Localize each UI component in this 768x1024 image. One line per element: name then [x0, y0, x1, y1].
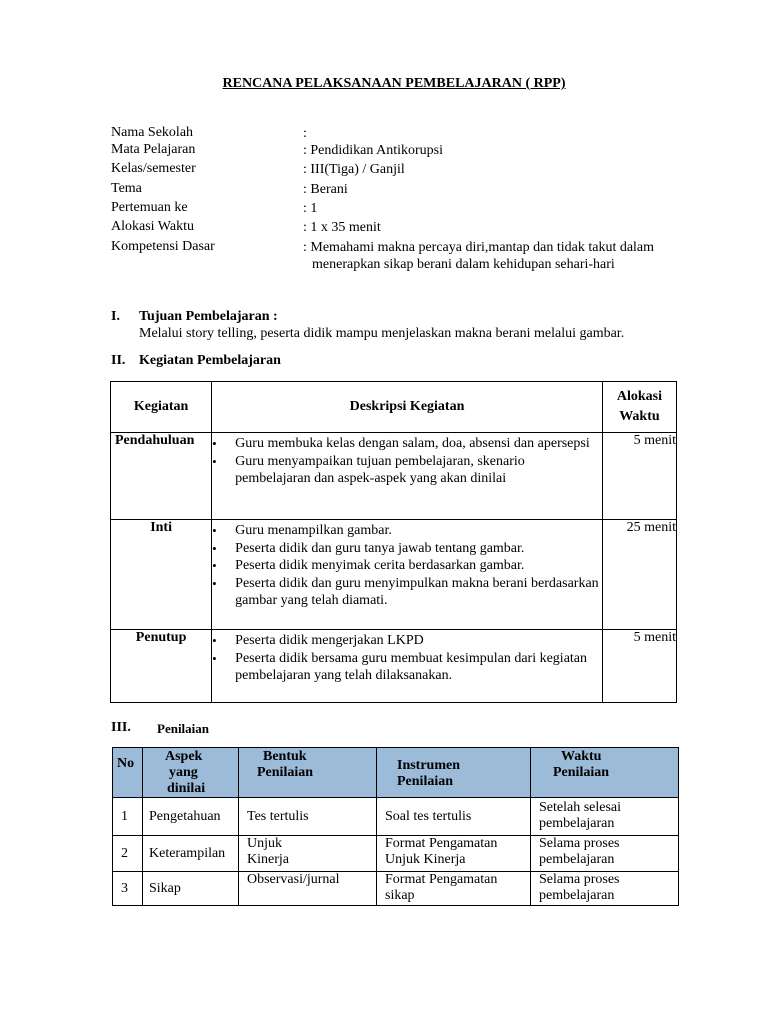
header-aspek-line: dinilai: [167, 781, 206, 796]
table-row: [113, 798, 679, 836]
header-kegiatan: Kegiatan: [111, 382, 212, 433]
cell-line: pembelajaran: [539, 816, 615, 831]
cell-line: Observasi/jurnal: [247, 872, 340, 887]
cell-aspek: Sikap: [143, 872, 239, 906]
info-value-kelas: : III(Tiga) / Ganjil: [303, 162, 405, 177]
cell-bentuk: [239, 836, 377, 872]
info-label-kelas: Kelas/semester: [111, 161, 196, 176]
info-value-kd: : Memahami makna percaya diri,mantap dan tidak takut dalam: [303, 240, 655, 255]
section2-number: II.: [111, 353, 126, 368]
header-aspek: [143, 748, 239, 798]
cell-line: Format Pengamatan: [385, 872, 498, 887]
section2-title: Kegiatan Pembelajaran: [139, 353, 281, 368]
kegiatan-desc: [212, 630, 603, 703]
info-label-sekolah: Nama Sekolah: [111, 125, 194, 140]
cell-waktu: [531, 872, 679, 906]
table-row: [111, 630, 677, 703]
info-value-kd-line2: menerapkan sikap berani dalam kehidupan sehari-hari: [312, 257, 615, 272]
cell-bentuk: [239, 798, 377, 836]
info-label-pertemuan: Pertemuan ke: [111, 200, 188, 215]
list-item: • Peserta didik bersama guru membuat kesimpulan dari kegiatan pembelajaran yang telah dilaksanakan.: [235, 650, 602, 685]
kegiatan-name: Pendahuluan: [111, 433, 212, 520]
kegiatan-header-row: [111, 382, 677, 433]
cell-line: Selama proses: [539, 872, 620, 887]
list-item: • Guru menyampaikan tujuan pembelajaran, skenario pembelajaran dan aspek-aspek yang akan dinilai: [235, 453, 602, 488]
header-waktu-penilaian: [531, 748, 679, 798]
list-item: • Peserta didik mengerjakan LKPD: [235, 632, 602, 650]
header-bentuk: [239, 748, 377, 798]
section3-title: Penilaian: [157, 721, 210, 736]
header-instrumen: [377, 748, 531, 798]
cell-aspek: Pengetahuan: [143, 798, 239, 836]
cell-waktu: [531, 836, 679, 872]
header-waktu-line: Penilaian: [553, 765, 610, 780]
section1-number: I.: [111, 309, 120, 324]
info-value-sekolah: :: [303, 126, 307, 141]
info-label-tema: Tema: [111, 181, 142, 196]
cell-line: pembelajaran: [539, 852, 615, 867]
cell-line: Format Pengamatan: [385, 836, 498, 851]
header-bentuk-line: Bentuk: [263, 749, 307, 764]
info-label-mapel: Mata Pelajaran: [111, 142, 196, 157]
table-row: [111, 520, 677, 630]
cell-line: Unjuk Kinerja: [385, 852, 466, 867]
info-value-pertemuan: : 1: [303, 201, 318, 216]
section1-text: Melalui story telling, peserta didik mampu menjelaskan makna berani melalui gambar.: [139, 326, 625, 341]
info-value-tema: : Berani: [303, 182, 348, 197]
list-item: • Peserta didik menyimak cerita berdasarkan gambar.: [235, 557, 602, 575]
info-value-mapel: : Pendidikan Antikorupsi: [303, 143, 443, 158]
section3-number: III.: [111, 720, 131, 735]
cell-instrumen: [377, 798, 531, 836]
info-label-alokasi: Alokasi Waktu: [111, 219, 194, 234]
cell-aspek: Keterampilan: [143, 836, 239, 872]
kegiatan-desc: [212, 433, 603, 520]
list-item: • Guru menampilkan gambar.: [235, 522, 602, 540]
header-no: No: [113, 748, 143, 798]
cell-line: Unjuk: [247, 836, 282, 851]
cell-instrumen: [377, 836, 531, 872]
section1-title: Tujuan Pembelajaran :: [139, 309, 278, 324]
cell-no: 3: [113, 872, 143, 906]
cell-line: Soal tes tertulis: [385, 808, 472, 824]
header-aspek-line: yang: [169, 765, 198, 780]
table-row: [113, 872, 679, 906]
info-label-kd: Kompetensi Dasar: [111, 239, 215, 254]
cell-line: sikap: [385, 888, 415, 903]
list-item: • Peserta didik dan guru menyimpulkan makna berani berdasarkan gambar yang telah diamati.: [235, 575, 602, 610]
header-waktu: Waktu: [619, 409, 660, 424]
list-item: • Peserta didik dan guru tanya jawab tentang gambar.: [235, 540, 602, 558]
cell-line: Kinerja: [247, 852, 289, 867]
cell-line: Tes tertulis: [247, 808, 309, 824]
header-deskripsi: Deskripsi Kegiatan: [212, 382, 603, 433]
penilaian-header-row: [113, 748, 679, 798]
kegiatan-time: 25 menit: [602, 520, 676, 630]
cell-no: 1: [113, 798, 143, 836]
header-instrumen-line: Instrumen: [397, 758, 461, 773]
kegiatan-table: [110, 381, 677, 703]
cell-waktu: [531, 798, 679, 836]
cell-line: Setelah selesai: [539, 800, 622, 815]
kegiatan-desc: [212, 520, 603, 630]
list-item: • Guru membuka kelas dengan salam, doa, absensi dan apersepsi: [235, 435, 602, 453]
header-waktu-line: Waktu: [561, 749, 602, 764]
cell-no: 2: [113, 836, 143, 872]
header-bentuk-line: Penilaian: [257, 765, 314, 780]
cell-line: Selama proses: [539, 836, 620, 851]
info-value-alokasi: : 1 x 35 menit: [303, 220, 381, 235]
kegiatan-name: Inti: [111, 520, 212, 630]
cell-instrumen: [377, 872, 531, 906]
table-row: [113, 836, 679, 872]
penilaian-table: [112, 747, 679, 906]
header-alokasi: Alokasi: [616, 389, 662, 404]
cell-bentuk: [239, 872, 377, 906]
table-row: [111, 433, 677, 520]
kegiatan-name: Penutup: [111, 630, 212, 703]
header-alokasi-waktu: [602, 382, 676, 433]
document-title: RENCANA PELAKSANAAN PEMBELAJARAN ( RPP): [222, 76, 566, 91]
header-aspek-line: Aspek: [165, 749, 203, 764]
kegiatan-time: 5 menit: [602, 433, 676, 520]
kegiatan-time: 5 menit: [602, 630, 676, 703]
cell-line: pembelajaran: [539, 888, 615, 903]
header-instrumen-line: Penilaian: [397, 774, 454, 789]
